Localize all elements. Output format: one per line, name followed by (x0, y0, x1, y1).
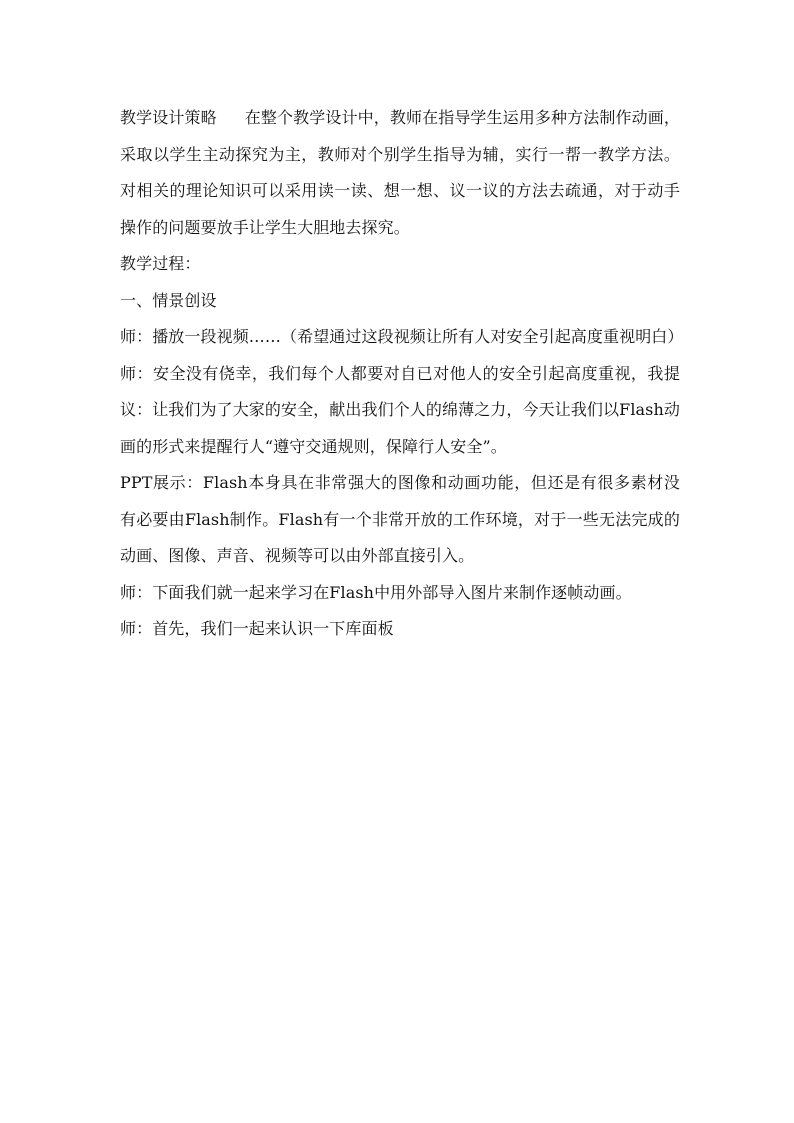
teacher-safety-paragraph: 师：安全没有侥幸，我们每个人都要对自已对他人的安全引起高度重视，我提议：让我们为了大家的安全，献出我们个人的绵薄之力，今天让我们以Flash动画的形式来提醒行人“遵守交通规则，保障行人安全”。 (120, 363, 680, 456)
process-heading: 教学过程： (120, 254, 201, 273)
strategy-heading: 教学设计策略 (120, 108, 217, 127)
ppt-display-paragraph: PPT展示：Flash本身具在非常强大的图像和动画功能，但还是有很多素材没有必要由Flash制作。Flash有一个非常开放的工作环境，对于一些无法完成的动画、图像、声音、视频等可以由外部直接引入。 (120, 473, 680, 565)
teacher-video-paragraph: 师：播放一段视频……（希望通过这段视频让所有人对安全引起高度重视明白） (120, 327, 684, 346)
section-heading-scenario: 一、情景创设 (120, 290, 217, 310)
strategy-paragraph (120, 100, 680, 246)
document-body (120, 100, 684, 648)
teacher-library-paragraph: 师：首先，我们一起来认识一下库面板 (120, 619, 394, 638)
strategy-text: 在整个教学设计中，教师在指导学生运用多种方法制作动画，采取以学生主动探究为主，教师对个别学生指导为辅，实行一帮一教学方法。对相关的理论知识可以采用读一读、想一想、议一议的方法去疏通，对于动手操作的问题要放手让学生大胆地去探究。 (120, 108, 680, 237)
teacher-import-paragraph: 师：下面我们就一起来学习在Flash中用外部导入图片来制作逐帧动画。 (120, 582, 632, 602)
